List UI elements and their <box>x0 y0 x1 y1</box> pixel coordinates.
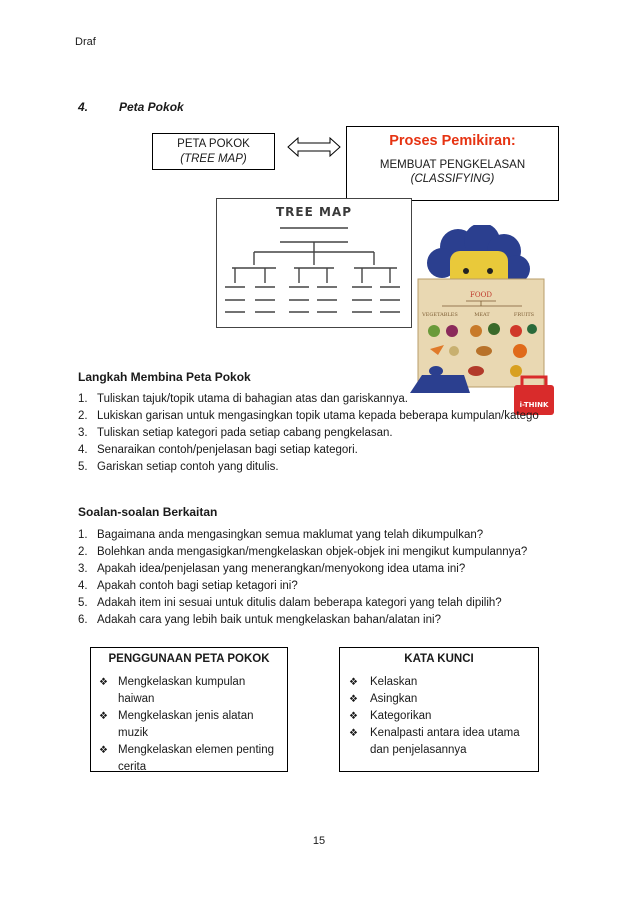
item-number: 1. <box>78 529 88 541</box>
item-number: 4. <box>78 580 88 592</box>
item-text: Adakah item ini sesuai untuk ditulis dalam beberapa kategori yang telah dipilih? <box>97 597 502 609</box>
usage-box <box>90 647 288 772</box>
usage-box-heading: PENGGUNAAN PETA POKOK <box>108 653 270 665</box>
diamond-bullet-icon: ❖ <box>349 694 358 705</box>
item-number: 6. <box>78 614 88 626</box>
section-number: 4. <box>78 100 89 114</box>
item-text: Apakah idea/penjelasan yang menerangkan/menyokong idea utama ini? <box>97 563 466 575</box>
item-text: Tuliskan tajuk/topik utama di bahagian atas dan gariskannya. <box>97 393 408 405</box>
thinking-process-english: (CLASSIFYING) <box>410 173 495 185</box>
list-item <box>78 578 527 595</box>
list-item <box>78 595 527 612</box>
toolbox-label: i-THINK <box>519 401 549 409</box>
list-item <box>78 612 527 629</box>
section-title: Peta Pokok <box>119 100 184 114</box>
keyword-box <box>339 647 539 772</box>
list-item <box>340 708 538 725</box>
thinking-process-title: Proses Pemikiran: <box>389 133 516 149</box>
board-title-text: FOOD <box>470 291 492 299</box>
item-number: 4. <box>78 444 88 456</box>
tree-map-box-subtitle: (TREE MAP) <box>180 153 247 165</box>
diamond-bullet-icon: ❖ <box>99 745 108 756</box>
diamond-bullet-icon: ❖ <box>349 728 358 739</box>
item-text: Kelaskan <box>370 676 418 688</box>
item-number: 5. <box>78 597 88 609</box>
item-text: Lukiskan garisan untuk mengasingkan topik utama kepada beberapa kumpulan/katego <box>97 410 539 422</box>
questions-heading: Soalan-soalan Berkaitan <box>78 505 218 519</box>
item-text: Tuliskan setiap kategori pada setiap cabang pengkelasan. <box>97 427 393 439</box>
item-text: Bagaimana anda mengasingkan semua maklumat yang telah dikumpulkan? <box>97 529 484 541</box>
steps-heading: Langkah Membina Peta Pokok <box>78 370 251 384</box>
item-text: Asingkan <box>370 693 418 705</box>
list-item <box>78 442 539 459</box>
list-item <box>78 561 527 578</box>
list-item <box>78 544 527 561</box>
steps-list <box>78 391 539 476</box>
draft-label: Draf <box>75 36 96 48</box>
thinking-process-box <box>346 126 559 201</box>
item-text: Kenalpasti antara idea utama dan penjelasannya <box>370 727 520 756</box>
list-item <box>78 425 539 442</box>
item-number: 1. <box>78 393 88 405</box>
item-text: Gariskan setiap contoh yang ditulis. <box>97 461 279 473</box>
thinking-process-name: MEMBUAT PENGKELASAN <box>379 159 526 171</box>
diamond-bullet-icon: ❖ <box>349 711 358 722</box>
item-text: Adakah cara yang lebih baik untuk mengkelaskan bahan/alatan ini? <box>97 614 441 626</box>
item-number: 5. <box>78 461 88 473</box>
tree-map-diagram <box>216 198 412 328</box>
tree-map-box <box>152 133 275 170</box>
list-item <box>78 527 527 544</box>
usage-list <box>91 674 287 776</box>
board-category-2: MEAT <box>474 312 490 318</box>
list-item <box>340 691 538 708</box>
item-text: Senaraikan contoh/penjelasan bagi setiap kategori. <box>97 444 358 456</box>
list-item <box>78 408 539 425</box>
diamond-bullet-icon: ❖ <box>99 677 108 688</box>
item-text: Mengkelaskan elemen penting cerita <box>118 744 274 773</box>
list-item <box>91 708 287 742</box>
item-text: Mengkelaskan kumpulan haiwan <box>118 676 246 705</box>
keyword-box-heading: KATA KUNCI <box>404 653 474 665</box>
diamond-bullet-icon: ❖ <box>99 711 108 722</box>
tree-map-box-title: PETA POKOK <box>177 138 250 150</box>
page-number: 15 <box>312 835 326 847</box>
keyword-list <box>340 674 538 759</box>
list-item <box>340 674 538 691</box>
item-text: Bolehkan anda mengasigkan/mengkelaskan objek-objek ini mengikut kumpulannya? <box>97 546 528 558</box>
list-item <box>91 742 287 776</box>
item-number: 3. <box>78 427 88 439</box>
diamond-bullet-icon: ❖ <box>349 677 358 688</box>
board-category-1: VEGETABLES <box>422 312 458 318</box>
board-category-3: FRUITS <box>513 312 535 318</box>
item-text: Kategorikan <box>370 710 432 722</box>
questions-list <box>78 527 527 629</box>
double-arrow-icon <box>286 135 342 159</box>
list-item <box>78 391 539 408</box>
item-number: 3. <box>78 563 88 575</box>
item-text: Apakah contoh bagi setiap ketagori ini? <box>97 580 298 592</box>
item-number: 2. <box>78 546 88 558</box>
list-item <box>78 459 539 476</box>
list-item <box>340 725 538 759</box>
list-item <box>91 674 287 708</box>
tree-map-diagram-title: TREE MAP <box>275 205 353 219</box>
item-text: Mengkelaskan jenis alatan muzik <box>118 710 254 739</box>
item-number: 2. <box>78 410 88 422</box>
tree-map-lines <box>217 199 411 327</box>
